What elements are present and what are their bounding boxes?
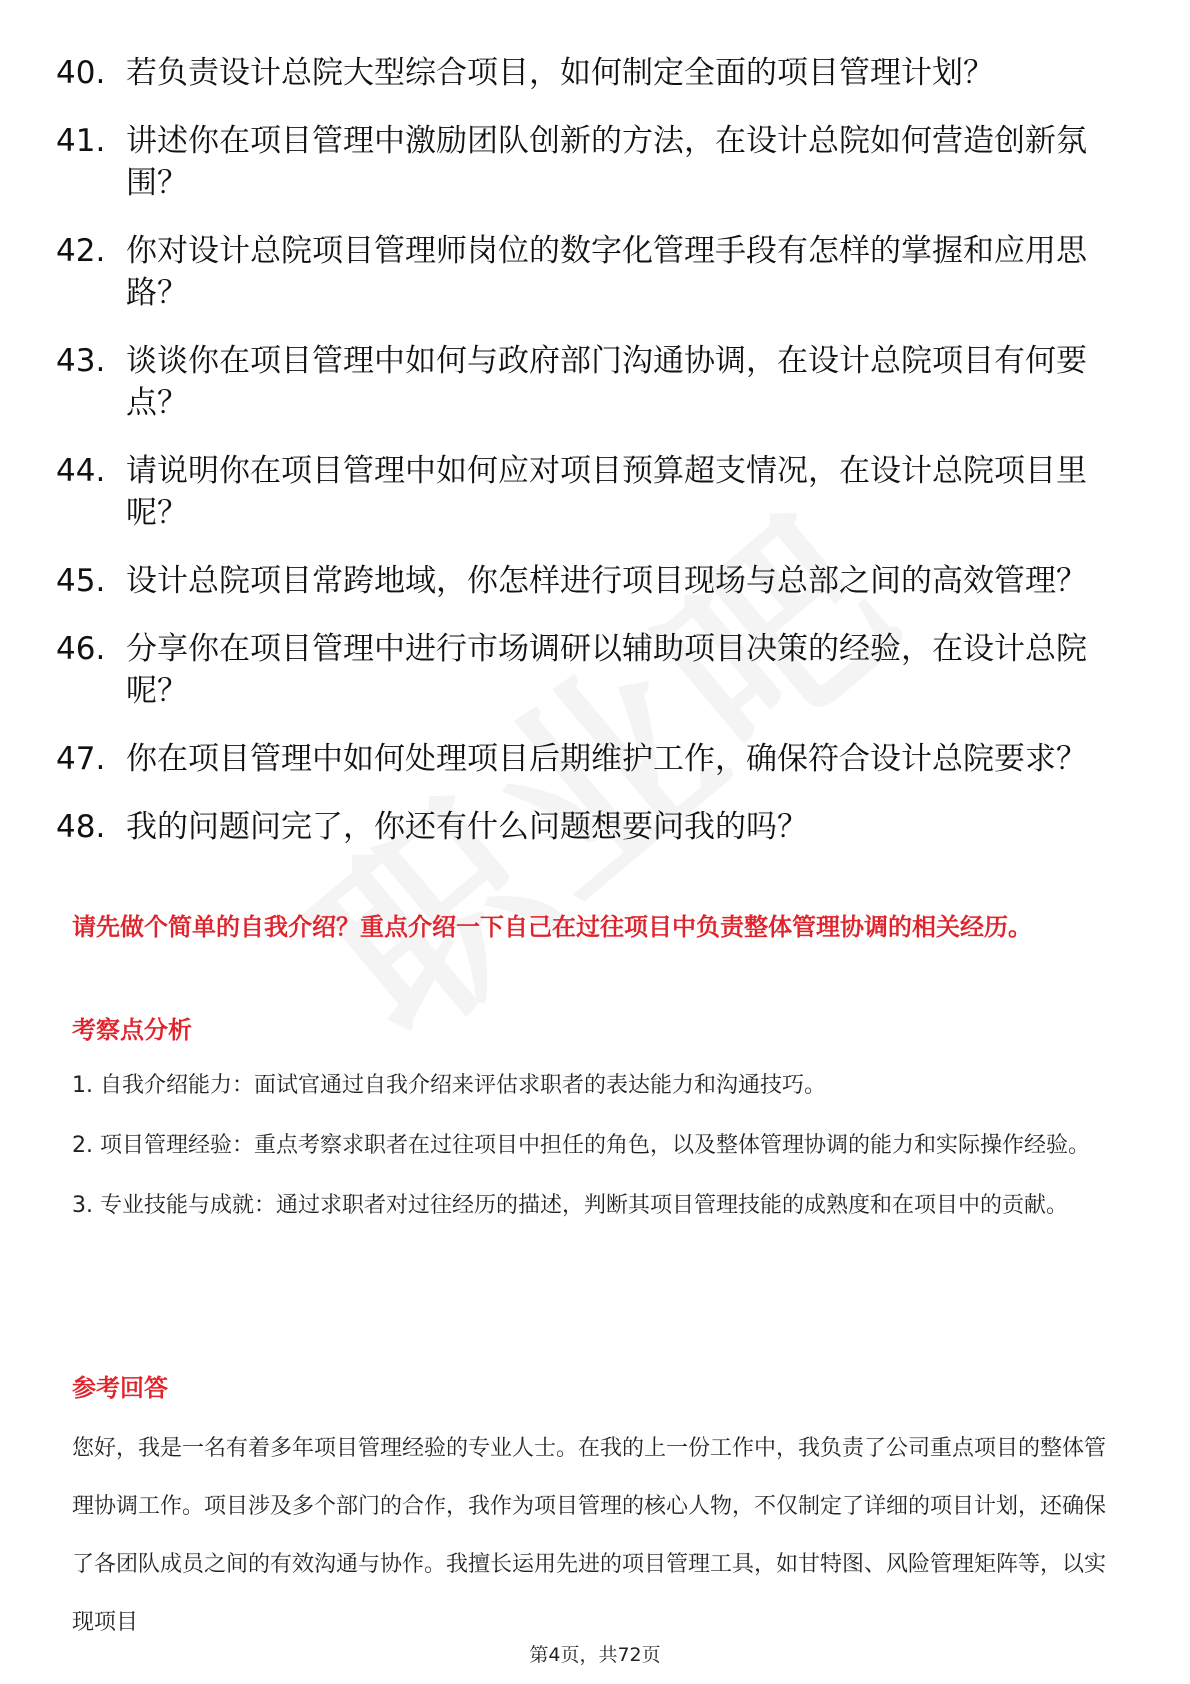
question-number: 43.: [56, 343, 106, 379]
question-text: 我的问题问完了，你还有什么问题想要问我的吗？: [126, 809, 808, 845]
question-text: 分享你在项目管理中进行市场调研以辅助项目决策的经验，在设计总院呢？: [126, 631, 1087, 709]
question-text: 若负责设计总院大型综合项目，如何制定全面的项目管理计划？: [126, 55, 994, 91]
list-item: [56, 120, 1136, 204]
question-text: 讲述你在项目管理中激励团队创新的方法，在设计总院如何营造创新氛围？: [126, 123, 1087, 201]
list-item: [56, 230, 1136, 314]
question-number: 42.: [56, 233, 106, 269]
reference-answer-heading: 参考回答: [72, 1374, 168, 1402]
question-text: 谈谈你在项目管理中如何与政府部门沟通协调，在设计总院项目有何要点？: [126, 343, 1087, 421]
analysis-point: 2. 项目管理经验：重点考察求职者在过往项目中担任的角色，以及整体管理协调的能力和实际操作经验。: [72, 1133, 1090, 1158]
question-number: 46.: [56, 631, 106, 667]
list-item: [56, 560, 1136, 602]
question-text: 你在项目管理中如何处理项目后期维护工作，确保符合设计总院要求？: [126, 741, 1087, 777]
question-number: 45.: [56, 563, 106, 599]
question-text: 你对设计总院项目管理师岗位的数字化管理手段有怎样的掌握和应用思路？: [126, 233, 1087, 311]
list-item: [56, 52, 1136, 94]
question-number: 48.: [56, 809, 106, 845]
list-item: [56, 450, 1136, 534]
analysis-points: [72, 1064, 1122, 1244]
list-item: [56, 806, 1136, 848]
question-text: 设计总院项目常跨地域，你怎样进行项目现场与总部之间的高效管理？: [126, 563, 1087, 599]
reference-answer-text: 您好，我是一名有着多年项目管理经验的专业人士。在我的上一份工作中，我负责了公司重点项目的整体管理协调工作。项目涉及多个部门的合作，我作为项目管理的核心人物，不仅制定了详细的项目计划，还确保了各团队成员之间的有效沟通与协作。我擅长运用先进的项目管理工具，如甘特图、风险管理矩阵等，以实现项目: [72, 1436, 1107, 1635]
question-number: 40.: [56, 55, 106, 91]
analysis-point: 1. 自我介绍能力：面试官通过自我介绍来评估求职者的表达能力和沟通技巧。: [72, 1073, 826, 1098]
intro-question-heading: 请先做个简单的自我介绍？重点介绍一下自己在过往项目中负责整体管理协调的相关经历。: [72, 913, 1032, 941]
question-number: 47.: [56, 741, 106, 777]
question-number: 41.: [56, 123, 106, 159]
list-item: [56, 628, 1136, 712]
question-list: [56, 52, 1136, 874]
analysis-point: 3. 专业技能与成就：通过求职者对过往经历的描述，判断其项目管理技能的成熟度和在项目中的贡献。: [72, 1193, 1068, 1218]
question-text: 请说明你在项目管理中如何应对项目预算超支情况，在设计总院项目里呢？: [126, 453, 1087, 531]
page-footer: 第4页，共72页: [529, 1644, 661, 1666]
list-item: [56, 738, 1136, 780]
question-number: 44.: [56, 453, 106, 489]
analysis-heading: 考察点分析: [72, 1016, 192, 1044]
list-item: [56, 340, 1136, 424]
